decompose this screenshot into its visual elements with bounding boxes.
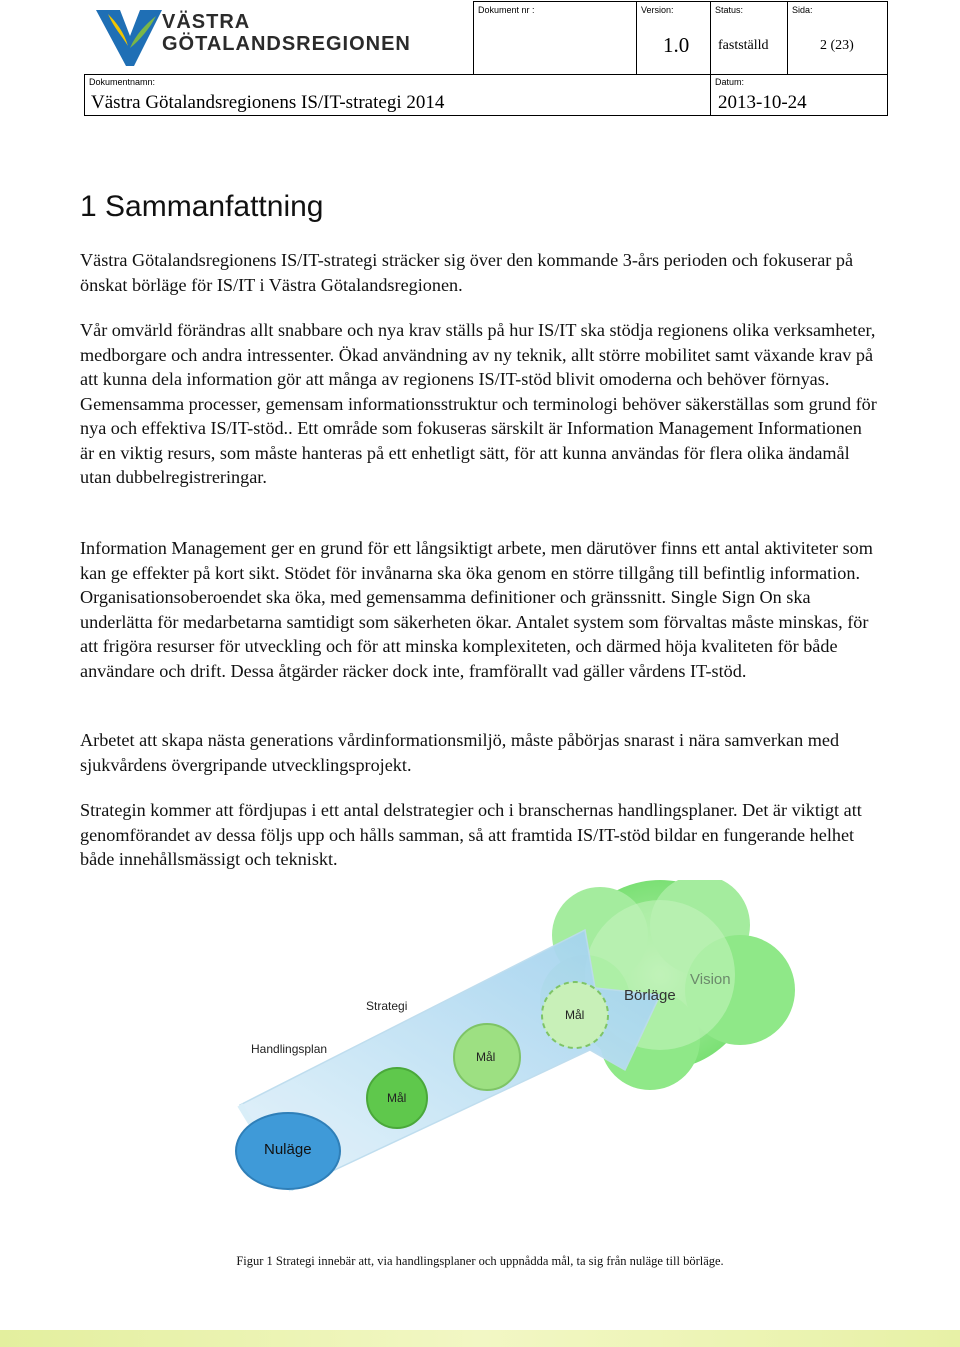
paragraph-1: Västra Götalandsregionens IS/IT-strategi sträcker sig över den kommande 3-års perioden och fokuserar på önskat börläge för IS/IT i Västra Götalandsregionen.: [80, 250, 854, 295]
vgr-logo: [94, 6, 411, 68]
version-label: Version:: [641, 5, 674, 15]
page-label: Sida:: [792, 5, 813, 15]
strategi-label: Strategi: [366, 999, 408, 1013]
handlingsplan-label: Handlingsplan: [251, 1042, 328, 1056]
section-heading: 1 Sammanfattning: [80, 190, 324, 223]
doc-nr-cell: [473, 1, 637, 75]
paragraph-5: Strategin kommer att fördjupas i ett antal delstrategier och i branschernas handlingsplaner. Det är viktigt att genomförandet av dessa följs upp och hålls samman, så att framtida IS/IT-stöd bildar en fungerande helhet både innehållsmässigt och tekniskt.: [80, 800, 862, 869]
doc-nr-label: Dokument nr :: [478, 5, 535, 15]
status-value: fastställd: [718, 38, 769, 53]
page-cell: [787, 1, 888, 75]
date-value: 2013-10-24: [718, 92, 807, 113]
logo-line-1: VÄSTRA: [162, 11, 251, 33]
vision-label: Vision: [690, 971, 731, 988]
paragraph-4: Arbetet att skapa nästa generations vårdinformationsmiljö, måste påbörjas snarast i nära samverkan med sjukvårdens övergripande utvecklingsprojekt.: [80, 730, 840, 775]
version-value: 1.0: [663, 33, 690, 57]
doc-name-label: Dokumentnamn:: [89, 77, 156, 87]
page-value: 2 (23): [820, 38, 854, 53]
mal-label-2: Mål: [476, 1050, 496, 1064]
date-cell: [710, 74, 888, 116]
vgr-logo-mark-icon: [94, 6, 164, 68]
doc-name-cell: [84, 74, 711, 116]
status-cell: [710, 1, 788, 75]
nulage-label: Nuläge: [264, 1141, 312, 1158]
doc-name-value: Västra Götalandsregionens IS/IT-strategi 2014: [91, 92, 445, 113]
borlage-label: Börläge: [624, 987, 676, 1004]
footer-bar: [0, 1330, 960, 1347]
version-cell: [636, 1, 711, 75]
paragraph-2: Vår omvärld förändras allt snabbare och nya krav ställs på hur IS/IT ska stödja regionens olika verksamheter, medborgare och andra intressenter. Ökad användning av ny teknik, allt större mobilitet samt växande krav på att kunna dela information gör att många av regionens IS/IT-stöd blivit omoderna och behöver förnyas. Gemensamma processer, gemensam informationsstruktur och terminologi behöver säkerställas som grund för nya och effektiva IS/IT-stöd.. Ett område som fokuseras särskilt är Information Management Informationen är en viktig resurs, som måste hanteras på ett enhetligt sätt, för att kunna användas för flera olika ändamål utan dubbelregistreringar.: [80, 320, 877, 487]
mal-label-1: Mål: [387, 1091, 407, 1105]
logo-line-2: GÖTALANDSREGIONEN: [162, 33, 411, 55]
date-label: Datum:: [715, 77, 745, 87]
mal-label-3: Mål: [565, 1008, 585, 1022]
figure-caption: Figur 1 Strategi innebär att, via handlingsplaner och uppnådda mål, ta sig från nuläge till börläge.: [236, 1254, 724, 1268]
paragraph-3: Information Management ger en grund för ett långsiktigt arbete, men därutöver finns ett antal aktiviteter som kan ge effekter på kort sikt. Stödet för invånarna ska öka genom en större tillgång till befintlig information. Organisationsoberoendet ska öka, med gemensamma definitioner och gränssnitt. Single Sign On ska underlätta för medarbetarna samtidigt som säkerheten ökar. Antalet system som förvaltas måste minskas, för att frigöra resurser för utveckling och för att minska komplexiteten, och därmed höja kvaliteten för både användare och drift. Dessa åtgärder räcker dock inte, framförallt vad gäller vårdens IT-stöd.: [80, 538, 873, 681]
status-label: Status:: [715, 5, 744, 15]
